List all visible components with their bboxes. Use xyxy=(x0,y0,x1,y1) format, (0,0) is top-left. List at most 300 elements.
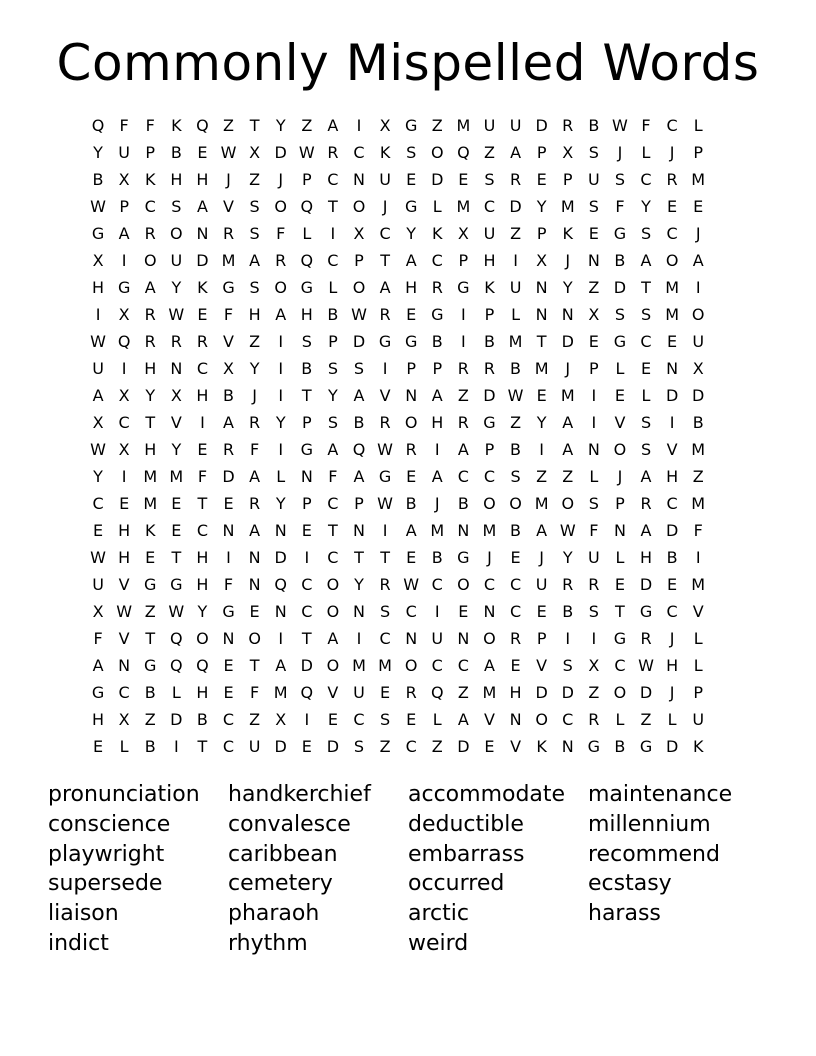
grid-cell[interactable]: B xyxy=(666,548,678,567)
grid-cell[interactable]: X xyxy=(118,710,130,729)
grid-cell[interactable]: V xyxy=(614,413,626,432)
grid-cell[interactable]: C xyxy=(196,521,208,540)
grid-cell[interactable]: B xyxy=(692,413,704,432)
grid-cell[interactable]: D xyxy=(639,575,653,594)
grid-cell[interactable]: T xyxy=(354,548,364,567)
grid-cell[interactable]: J xyxy=(226,170,231,189)
grid-cell[interactable]: N xyxy=(587,440,600,459)
grid-cell[interactable]: U xyxy=(692,332,705,351)
grid-cell[interactable]: I xyxy=(200,413,205,432)
grid-cell[interactable]: L xyxy=(641,386,651,405)
grid-cell[interactable]: L xyxy=(667,710,677,729)
grid-cell[interactable]: D xyxy=(222,467,235,486)
grid-cell[interactable]: H xyxy=(640,548,653,567)
grid-cell[interactable]: C xyxy=(144,197,156,216)
grid-cell[interactable]: W xyxy=(90,548,106,567)
grid-cell[interactable]: C xyxy=(301,602,313,621)
grid-cell[interactable]: N xyxy=(535,278,548,297)
grid-cell[interactable]: O xyxy=(248,629,261,648)
grid-cell[interactable]: Y xyxy=(328,386,338,405)
grid-cell[interactable]: Y xyxy=(406,224,417,243)
grid-cell[interactable]: N xyxy=(353,521,365,540)
grid-cell[interactable]: H xyxy=(92,278,105,297)
grid-cell[interactable]: I xyxy=(330,224,336,243)
grid-cell[interactable]: U xyxy=(379,170,391,189)
grid-cell[interactable]: D xyxy=(274,737,287,756)
grid-cell[interactable]: R xyxy=(405,683,417,702)
grid-cell[interactable]: R xyxy=(379,575,391,594)
grid-cell[interactable]: O xyxy=(509,494,522,513)
grid-cell[interactable]: L xyxy=(432,197,442,216)
grid-cell[interactable]: T xyxy=(197,737,208,756)
grid-cell[interactable]: H xyxy=(248,305,261,324)
grid-cell[interactable]: P xyxy=(145,143,156,162)
grid-cell[interactable]: P xyxy=(328,332,338,351)
grid-cell[interactable]: A xyxy=(249,521,261,540)
grid-cell[interactable]: E xyxy=(249,602,260,621)
grid-cell[interactable]: S xyxy=(588,197,599,216)
grid-cell[interactable]: R xyxy=(275,251,287,270)
grid-cell[interactable]: O xyxy=(274,278,287,297)
grid-cell[interactable]: I xyxy=(669,413,675,432)
grid-cell[interactable]: M xyxy=(691,440,706,459)
grid-cell[interactable]: Y xyxy=(275,494,286,513)
grid-cell[interactable]: S xyxy=(640,413,652,432)
grid-cell[interactable]: W xyxy=(220,143,237,162)
grid-cell[interactable]: G xyxy=(170,575,183,594)
grid-cell[interactable]: T xyxy=(641,278,651,297)
grid-cell[interactable]: N xyxy=(509,710,522,729)
grid-cell[interactable]: J xyxy=(565,251,571,270)
grid-cell[interactable]: H xyxy=(144,359,157,378)
grid-cell[interactable]: X xyxy=(275,710,287,729)
grid-cell[interactable]: A xyxy=(327,440,339,459)
grid-cell[interactable]: P xyxy=(615,494,625,513)
grid-cell[interactable]: S xyxy=(510,467,521,486)
grid-cell[interactable]: F xyxy=(223,305,234,324)
grid-cell[interactable]: R xyxy=(379,413,391,432)
grid-cell[interactable]: H xyxy=(118,548,131,567)
grid-cell[interactable]: F xyxy=(615,197,625,216)
grid-cell[interactable]: I xyxy=(461,305,466,324)
grid-cell[interactable]: F xyxy=(250,683,260,702)
grid-cell[interactable]: M xyxy=(169,467,184,486)
grid-cell[interactable]: L xyxy=(693,656,703,675)
grid-cell[interactable]: P xyxy=(406,359,416,378)
grid-cell[interactable]: H xyxy=(196,170,209,189)
grid-cell[interactable]: X xyxy=(536,251,548,270)
grid-cell[interactable]: B xyxy=(405,494,417,513)
grid-cell[interactable]: U xyxy=(509,278,522,297)
grid-cell[interactable]: A xyxy=(405,251,417,270)
grid-cell[interactable]: E xyxy=(406,170,417,189)
grid-cell[interactable]: X xyxy=(118,170,130,189)
grid-cell[interactable]: O xyxy=(483,629,496,648)
grid-cell[interactable]: J xyxy=(617,467,623,486)
grid-cell[interactable]: Z xyxy=(301,116,313,135)
grid-cell[interactable]: I xyxy=(356,116,362,135)
grid-cell[interactable]: G xyxy=(457,278,470,297)
grid-cell[interactable]: B xyxy=(144,737,156,756)
grid-cell[interactable]: C xyxy=(118,683,130,702)
grid-cell[interactable]: M xyxy=(665,305,680,324)
grid-cell[interactable]: W xyxy=(168,305,185,324)
grid-cell[interactable]: R xyxy=(562,116,574,135)
grid-cell[interactable]: T xyxy=(301,386,312,405)
grid-cell[interactable]: Z xyxy=(379,737,391,756)
grid-cell[interactable]: H xyxy=(666,656,679,675)
grid-cell[interactable]: E xyxy=(588,332,599,351)
grid-cell[interactable]: A xyxy=(379,278,391,297)
grid-cell[interactable]: W xyxy=(377,440,393,459)
grid-cell[interactable]: W xyxy=(559,521,576,540)
grid-cell[interactable]: I xyxy=(539,440,544,459)
grid-cell[interactable]: B xyxy=(457,494,469,513)
grid-cell[interactable]: C xyxy=(405,737,417,756)
grid-cell[interactable]: L xyxy=(615,548,625,567)
grid-cell[interactable]: U xyxy=(587,548,600,567)
grid-cell[interactable]: A xyxy=(92,386,104,405)
grid-cell[interactable]: F xyxy=(223,575,234,594)
grid-cell[interactable]: L xyxy=(276,467,286,486)
grid-cell[interactable]: E xyxy=(171,521,182,540)
grid-cell[interactable]: I xyxy=(434,602,440,621)
grid-cell[interactable]: C xyxy=(327,494,339,513)
grid-cell[interactable]: W xyxy=(377,494,393,513)
grid-cell[interactable]: Y xyxy=(145,386,156,405)
grid-cell[interactable]: L xyxy=(119,737,129,756)
grid-cell[interactable]: C xyxy=(640,332,652,351)
grid-cell[interactable]: G xyxy=(639,602,653,621)
grid-cell[interactable]: S xyxy=(640,224,652,243)
grid-cell[interactable]: F xyxy=(93,629,103,648)
grid-cell[interactable]: Q xyxy=(300,251,314,270)
grid-cell[interactable]: R xyxy=(144,305,156,324)
grid-cell[interactable]: Z xyxy=(510,413,522,432)
grid-cell[interactable]: X xyxy=(223,359,234,378)
grid-cell[interactable]: J xyxy=(434,494,440,513)
grid-cell[interactable]: Z xyxy=(249,710,261,729)
grid-cell[interactable]: D xyxy=(457,737,470,756)
grid-cell[interactable]: B xyxy=(562,602,574,621)
grid-cell[interactable]: W xyxy=(90,440,106,459)
grid-cell[interactable]: Q xyxy=(170,629,183,648)
grid-cell[interactable]: A xyxy=(327,116,339,135)
grid-cell[interactable]: B xyxy=(510,440,522,459)
grid-cell[interactable]: E xyxy=(327,710,338,729)
grid-cell[interactable]: U xyxy=(509,116,522,135)
grid-cell[interactable]: D xyxy=(692,386,705,405)
grid-cell[interactable]: N xyxy=(405,386,418,405)
grid-cell[interactable]: E xyxy=(640,359,652,378)
grid-cell[interactable]: A xyxy=(327,629,339,648)
grid-cell[interactable]: I xyxy=(121,251,127,270)
grid-cell[interactable]: H xyxy=(405,278,418,297)
grid-cell[interactable]: B xyxy=(431,332,443,351)
grid-cell[interactable]: Y xyxy=(536,413,547,432)
grid-cell[interactable]: I xyxy=(695,548,701,567)
grid-cell[interactable]: V xyxy=(692,602,704,621)
grid-cell[interactable]: O xyxy=(196,629,209,648)
grid-cell[interactable]: L xyxy=(511,305,520,324)
grid-cell[interactable]: E xyxy=(301,521,312,540)
grid-cell[interactable]: P xyxy=(432,359,443,378)
grid-cell[interactable]: S xyxy=(588,602,599,621)
grid-cell[interactable]: I xyxy=(278,386,284,405)
grid-cell[interactable]: M xyxy=(273,683,288,702)
grid-cell[interactable]: B xyxy=(301,359,313,378)
grid-cell[interactable]: F xyxy=(276,224,286,243)
grid-cell[interactable]: Q xyxy=(457,143,470,162)
grid-cell[interactable]: Q xyxy=(300,683,314,702)
grid-cell[interactable]: S xyxy=(380,602,391,621)
grid-cell[interactable]: K xyxy=(692,737,704,756)
grid-cell[interactable]: O xyxy=(613,683,627,702)
grid-cell[interactable]: H xyxy=(196,575,209,594)
grid-cell[interactable]: G xyxy=(613,629,627,648)
grid-cell[interactable]: N xyxy=(222,521,235,540)
grid-cell[interactable]: S xyxy=(301,332,312,351)
grid-cell[interactable]: V xyxy=(223,197,234,216)
grid-cell[interactable]: O xyxy=(143,251,157,270)
grid-cell[interactable]: E xyxy=(301,737,312,756)
grid-cell[interactable]: A xyxy=(275,656,287,675)
grid-cell[interactable]: X xyxy=(588,656,600,675)
grid-cell[interactable]: P xyxy=(589,359,599,378)
grid-cell[interactable]: C xyxy=(431,251,443,270)
grid-cell[interactable]: G xyxy=(587,737,601,756)
grid-cell[interactable]: Y xyxy=(93,143,103,162)
grid-cell[interactable]: V xyxy=(536,656,548,675)
grid-cell[interactable]: I xyxy=(304,548,310,567)
grid-cell[interactable]: D xyxy=(483,386,496,405)
grid-cell[interactable]: D xyxy=(561,332,574,351)
grid-cell[interactable]: T xyxy=(380,251,390,270)
grid-cell[interactable]: L xyxy=(302,224,312,243)
grid-cell[interactable]: P xyxy=(536,143,547,162)
grid-cell[interactable]: C xyxy=(457,656,469,675)
grid-cell[interactable]: H xyxy=(196,386,209,405)
grid-cell[interactable]: E xyxy=(614,575,625,594)
grid-cell[interactable]: B xyxy=(353,413,365,432)
grid-cell[interactable]: J xyxy=(669,143,675,162)
grid-cell[interactable]: H xyxy=(118,521,131,540)
grid-cell[interactable]: H xyxy=(196,548,209,567)
grid-cell[interactable]: D xyxy=(665,521,679,540)
grid-cell[interactable]: D xyxy=(509,197,522,216)
grid-cell[interactable]: Y xyxy=(562,278,573,297)
grid-cell[interactable]: O xyxy=(561,494,575,513)
grid-cell[interactable]: A xyxy=(249,467,261,486)
grid-cell[interactable]: E xyxy=(119,494,130,513)
grid-cell[interactable]: Z xyxy=(692,467,704,486)
grid-cell[interactable]: B xyxy=(196,710,208,729)
grid-cell[interactable]: R xyxy=(640,629,652,648)
grid-cell[interactable]: C xyxy=(483,197,496,216)
grid-cell[interactable]: P xyxy=(536,629,547,648)
grid-cell[interactable]: K xyxy=(379,143,391,162)
grid-cell[interactable]: G xyxy=(91,683,105,702)
grid-cell[interactable]: W xyxy=(298,143,315,162)
grid-cell[interactable]: X xyxy=(249,143,261,162)
grid-cell[interactable]: H xyxy=(300,305,313,324)
grid-cell[interactable]: D xyxy=(665,737,679,756)
grid-cell[interactable]: S xyxy=(588,494,599,513)
grid-cell[interactable]: R xyxy=(509,629,522,648)
grid-cell[interactable]: J xyxy=(252,386,257,405)
grid-cell[interactable]: R xyxy=(379,305,391,324)
grid-cell[interactable]: U xyxy=(483,224,496,243)
grid-cell[interactable]: M xyxy=(378,656,392,675)
grid-cell[interactable]: I xyxy=(278,359,284,378)
grid-cell[interactable]: A xyxy=(431,386,443,405)
grid-cell[interactable]: K xyxy=(171,116,182,135)
grid-cell[interactable]: A xyxy=(249,251,261,270)
grid-cell[interactable]: I xyxy=(695,278,701,297)
grid-cell[interactable]: J xyxy=(695,224,701,243)
grid-cell[interactable]: Z xyxy=(144,602,156,621)
grid-cell[interactable]: G xyxy=(639,737,653,756)
grid-cell[interactable]: E xyxy=(223,656,234,675)
grid-cell[interactable]: N xyxy=(457,629,470,648)
grid-cell[interactable]: K xyxy=(484,278,495,297)
grid-cell[interactable]: K xyxy=(536,737,547,756)
grid-cell[interactable]: M xyxy=(143,494,158,513)
grid-cell[interactable]: E xyxy=(614,386,625,405)
grid-cell[interactable]: N xyxy=(561,305,574,324)
grid-cell[interactable]: B xyxy=(144,683,156,702)
grid-cell[interactable]: E xyxy=(510,656,521,675)
grid-cell[interactable]: B xyxy=(431,548,443,567)
grid-cell[interactable]: C xyxy=(457,467,469,486)
grid-cell[interactable]: W xyxy=(638,656,654,675)
grid-cell[interactable]: O xyxy=(352,197,366,216)
grid-cell[interactable]: E xyxy=(223,683,234,702)
grid-cell[interactable]: O xyxy=(352,278,366,297)
grid-cell[interactable]: U xyxy=(483,116,496,135)
grid-cell[interactable]: F xyxy=(197,467,208,486)
grid-cell[interactable]: I xyxy=(278,440,284,459)
grid-cell[interactable]: T xyxy=(328,521,338,540)
grid-cell[interactable]: A xyxy=(353,467,365,486)
grid-cell[interactable]: W xyxy=(403,575,420,594)
grid-cell[interactable]: K xyxy=(432,224,443,243)
grid-cell[interactable]: L xyxy=(589,467,599,486)
grid-cell[interactable]: T xyxy=(145,413,156,432)
grid-cell[interactable]: M xyxy=(143,467,158,486)
grid-cell[interactable]: F xyxy=(250,440,260,459)
grid-cell[interactable]: C xyxy=(666,224,678,243)
grid-cell[interactable]: T xyxy=(301,629,312,648)
grid-cell[interactable]: T xyxy=(536,332,547,351)
grid-cell[interactable]: I xyxy=(591,413,597,432)
grid-cell[interactable]: S xyxy=(406,143,417,162)
grid-cell[interactable]: P xyxy=(562,170,573,189)
grid-cell[interactable]: R xyxy=(327,143,339,162)
grid-cell[interactable]: G xyxy=(91,224,105,243)
grid-cell[interactable]: F xyxy=(328,467,338,486)
grid-cell[interactable]: G xyxy=(457,548,470,567)
grid-cell[interactable]: E xyxy=(197,305,208,324)
grid-cell[interactable]: C xyxy=(666,602,678,621)
grid-cell[interactable]: Y xyxy=(171,440,182,459)
grid-cell[interactable]: G xyxy=(117,278,131,297)
grid-cell[interactable]: G xyxy=(483,413,496,432)
grid-cell[interactable]: L xyxy=(328,278,338,297)
grid-cell[interactable]: R xyxy=(249,413,261,432)
grid-cell[interactable]: C xyxy=(196,359,208,378)
grid-cell[interactable]: Z xyxy=(249,332,261,351)
grid-cell[interactable]: Q xyxy=(91,116,105,135)
grid-cell[interactable]: I xyxy=(461,332,466,351)
grid-cell[interactable]: M xyxy=(352,656,366,675)
grid-cell[interactable]: O xyxy=(535,710,548,729)
grid-cell[interactable]: I xyxy=(173,737,179,756)
grid-cell[interactable]: P xyxy=(536,224,547,243)
grid-cell[interactable]: C xyxy=(92,494,104,513)
grid-cell[interactable]: G xyxy=(144,575,157,594)
grid-cell[interactable]: Q xyxy=(196,656,209,675)
grid-cell[interactable]: N xyxy=(353,602,365,621)
grid-cell[interactable]: X xyxy=(170,386,182,405)
grid-cell[interactable]: X xyxy=(379,116,391,135)
grid-cell[interactable]: U xyxy=(92,359,104,378)
grid-cell[interactable]: D xyxy=(535,116,548,135)
grid-cell[interactable]: Z xyxy=(431,737,443,756)
grid-cell[interactable]: O xyxy=(613,440,627,459)
grid-cell[interactable]: H xyxy=(144,440,157,459)
grid-cell[interactable]: A xyxy=(562,440,574,459)
grid-cell[interactable]: G xyxy=(378,467,392,486)
grid-cell[interactable]: E xyxy=(223,494,234,513)
grid-cell[interactable]: D xyxy=(274,548,287,567)
grid-cell[interactable]: J xyxy=(278,170,284,189)
grid-cell[interactable]: R xyxy=(588,575,600,594)
grid-cell[interactable]: R xyxy=(144,224,156,243)
grid-cell[interactable]: P xyxy=(354,251,364,270)
grid-cell[interactable]: T xyxy=(249,656,260,675)
grid-cell[interactable]: R xyxy=(222,224,235,243)
grid-cell[interactable]: C xyxy=(640,170,652,189)
grid-cell[interactable]: D xyxy=(170,710,183,729)
grid-cell[interactable]: V xyxy=(483,710,495,729)
grid-cell[interactable]: O xyxy=(691,305,705,324)
grid-cell[interactable]: T xyxy=(615,602,625,621)
grid-cell[interactable]: A xyxy=(196,197,208,216)
grid-cell[interactable]: A xyxy=(640,467,652,486)
grid-cell[interactable]: U xyxy=(353,683,365,702)
grid-cell[interactable]: F xyxy=(145,116,155,135)
grid-cell[interactable]: R xyxy=(588,710,600,729)
grid-cell[interactable]: O xyxy=(665,251,679,270)
grid-cell[interactable]: P xyxy=(354,494,364,513)
grid-cell[interactable]: E xyxy=(458,602,469,621)
grid-cell[interactable]: R xyxy=(640,494,652,513)
grid-cell[interactable]: R xyxy=(144,332,156,351)
grid-cell[interactable]: G xyxy=(613,224,627,243)
grid-cell[interactable]: C xyxy=(301,575,313,594)
grid-cell[interactable]: C xyxy=(483,575,496,594)
grid-cell[interactable]: A xyxy=(536,521,548,540)
grid-cell[interactable]: W xyxy=(351,305,367,324)
grid-cell[interactable]: Y xyxy=(197,602,208,621)
grid-cell[interactable]: V xyxy=(327,683,339,702)
grid-cell[interactable]: D xyxy=(196,251,209,270)
grid-cell[interactable]: P xyxy=(301,413,312,432)
grid-cell[interactable]: I xyxy=(434,440,440,459)
grid-cell[interactable]: H xyxy=(509,683,522,702)
grid-cell[interactable]: S xyxy=(327,413,338,432)
